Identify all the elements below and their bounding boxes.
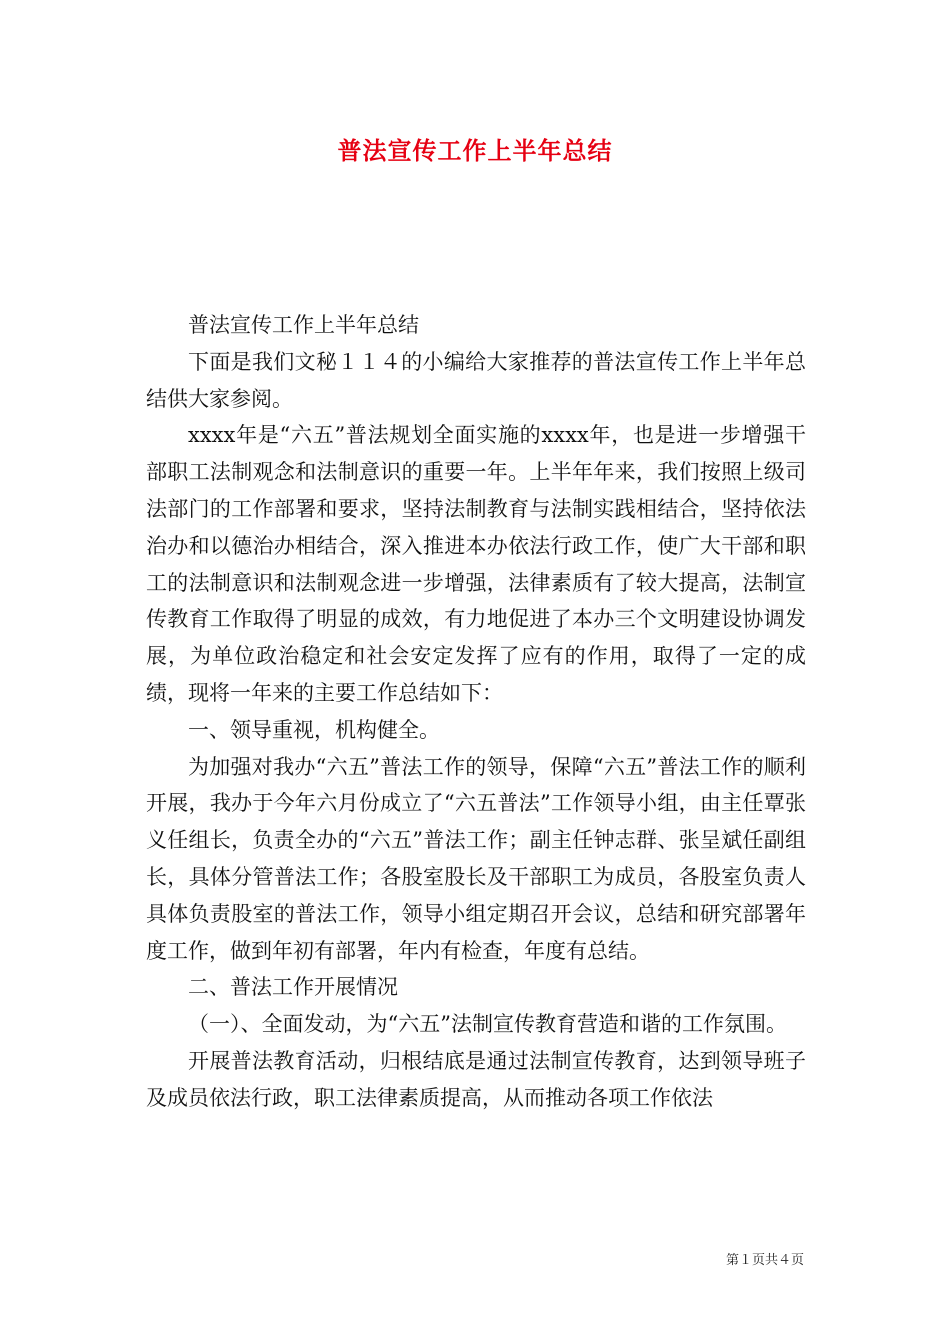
paragraph-intro: 下面是我们文秘１１４的小编给大家推荐的普法宣传工作上半年总结供大家参阅。 xyxy=(146,349,806,411)
page-number: 第１页共４页 xyxy=(725,1253,804,1268)
paragraph-subtitle: 普法宣传工作上半年总结 xyxy=(188,313,419,337)
paragraph-activities: 开展普法教育活动，归根结底是通过法制宣传教育，达到领导班子及成员依法行政，职工法律素质提高，从而推动各项工作依法 xyxy=(146,1048,806,1110)
section-heading-1: 一、领导重视，机构健全。 xyxy=(188,717,440,742)
subsection-heading-1: （一）、全面发动，为“六五”法制宣传教育营造和谐的工作氛围。 xyxy=(188,1012,787,1037)
document-body xyxy=(146,307,806,1117)
paragraph-leadership: 为加强对我办“六五”普法工作的领导，保障“六五”普法工作的顺利开展，我办于今年六月份成立了“六五普法”工作领导小组，由主任覃张义任组长，负责全办的“六五”普法工作；副主任钟志群、张呈斌任副组长，具体分管普法工作；各股室股长及干部职工为成员，各股室负责人具体负责股室的普法工作，领导小组定期召开会议，总结和研究部署年度工作，做到年初有部署，年内有检查，年度有总结。 xyxy=(146,754,806,963)
document-title: 普法宣传工作上半年总结 xyxy=(337,136,613,165)
section-heading-2: 二、普法工作开展情况 xyxy=(188,975,398,1000)
paragraph-overview: xxxx年是“六五”普法规划全面实施的xxxx年，也是进一步增强干部职工法制观念和法制意识的重要一年。上半年年来，我们按照上级司法部门的工作部署和要求，坚持法制教育与法制实践相结合，坚持依法治办和以德治办相结合，深入推进本办依法行政工作，使广大干部和职工的法制意识和法制观念进一步增强，法律素质有了较大提高，法制宣传教育工作取得了明显的成效，有力地促进了本办三个文明建设协调发展，为单位政治稳定和社会安定发挥了应有的作用，取得了一定的成绩，现将一年来的主要工作总结如下： xyxy=(146,423,806,705)
